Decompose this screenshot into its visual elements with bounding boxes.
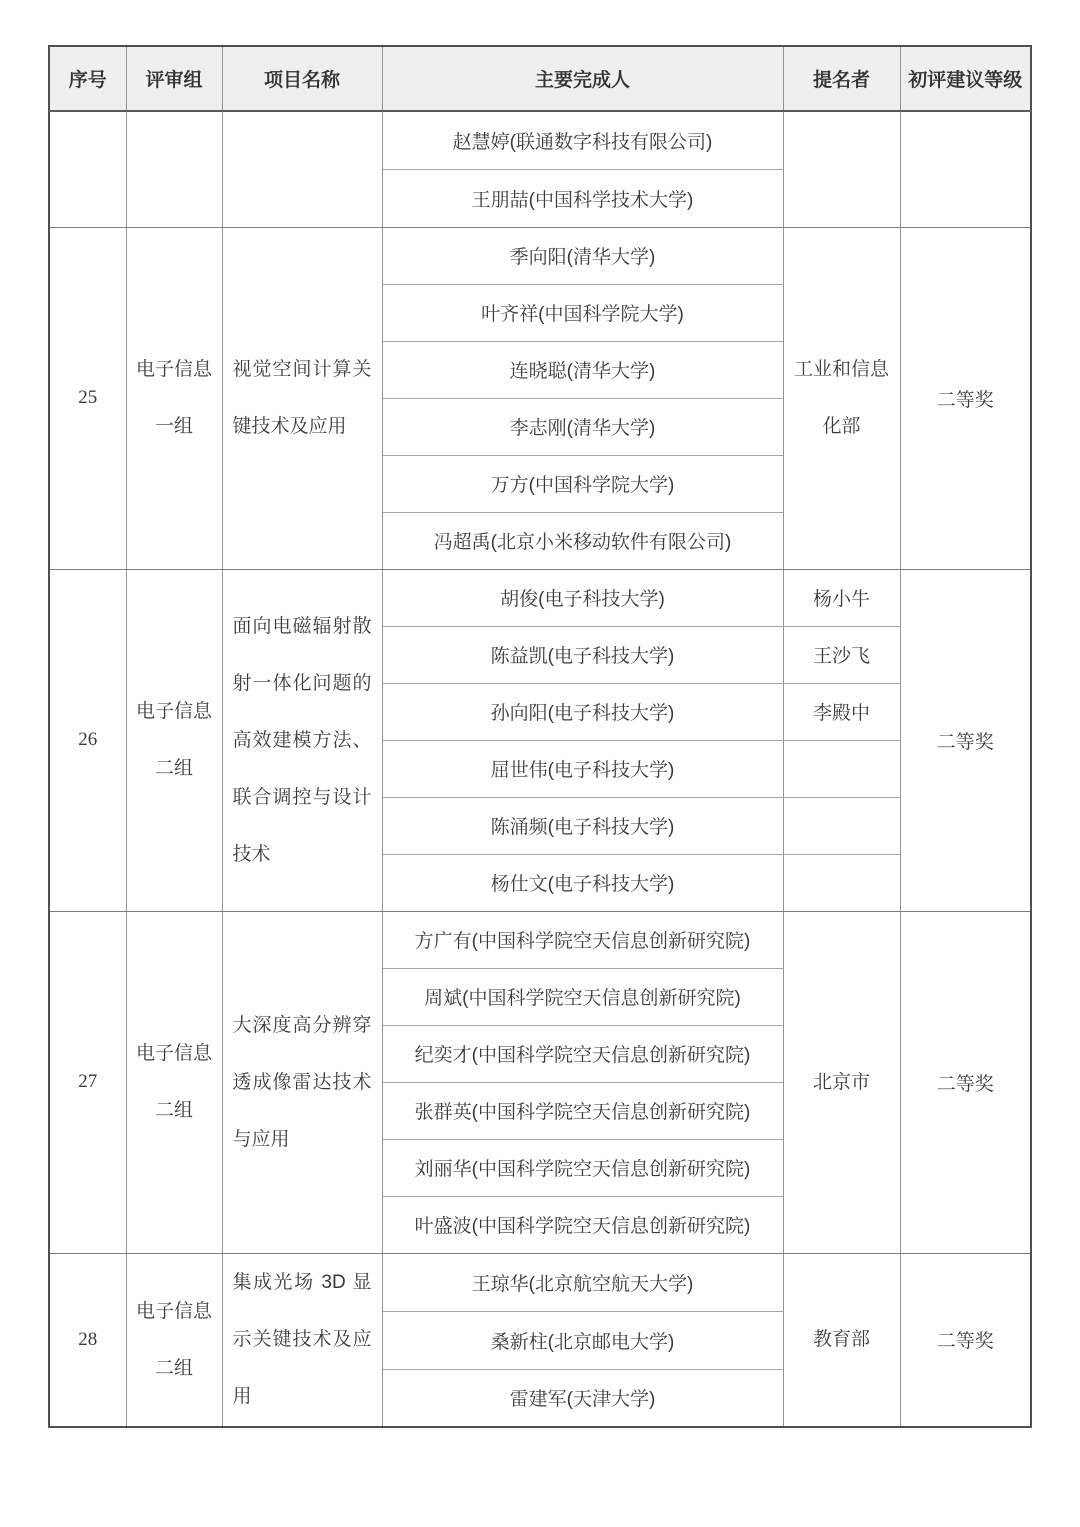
nominator-cell — [783, 740, 900, 797]
nominator-cell — [783, 111, 900, 227]
header-cell-nominator: 提名者 — [783, 46, 900, 111]
contributor-cell: 雷建军(天津大学) — [382, 1369, 783, 1427]
contributor-cell: 周斌(中国科学院空天信息创新研究院) — [382, 968, 783, 1025]
contributor-cell: 胡俊(电子科技大学) — [382, 569, 783, 626]
review-group-line: 一组 — [154, 416, 193, 437]
header-cell-project: 项目名称 — [222, 46, 382, 111]
contributor-cell: 冯超禹(北京小米移动软件有限公司) — [382, 512, 783, 569]
contributor-cell: 陈益凯(电子科技大学) — [382, 626, 783, 683]
contributor-cell: 万方(中国科学院大学) — [382, 455, 783, 512]
review-group-cell — [126, 911, 222, 1253]
nominator-cell: 王沙飞 — [783, 626, 900, 683]
review-group-line: 电子信息 — [135, 701, 212, 722]
review-group-line: 电子信息 — [135, 359, 212, 380]
seq-cell: 26 — [49, 569, 126, 911]
header-cell-grade: 初评建议等级 — [900, 46, 1031, 111]
contributor-cell: 季向阳(清华大学) — [382, 227, 783, 284]
review-group-cell — [126, 111, 222, 227]
table-row — [49, 1253, 1031, 1311]
review-group-line: 二组 — [154, 758, 193, 779]
seq-cell — [49, 111, 126, 227]
review-group-line: 二组 — [154, 1357, 193, 1379]
grade-cell: 二等奖 — [900, 911, 1031, 1253]
project-cell: 面向电磁辐射散射一体化问题的高效建模方法、联合调控与设计技术 — [222, 569, 382, 911]
header-cell-contributors: 主要完成人 — [382, 46, 783, 111]
nominator-cell: 李殿中 — [783, 683, 900, 740]
table-row — [49, 911, 1031, 968]
contributor-cell: 叶盛波(中国科学院空天信息创新研究院) — [382, 1196, 783, 1253]
contributor-cell: 纪奕才(中国科学院空天信息创新研究院) — [382, 1025, 783, 1082]
contributor-cell: 王朋喆(中国科学技术大学) — [382, 169, 783, 227]
project-cell: 大深度高分辨穿透成像雷达技术与应用 — [222, 911, 382, 1253]
nominator-cell: 北京市 — [783, 911, 900, 1253]
grade-cell: 二等奖 — [900, 227, 1031, 569]
awards-table — [48, 45, 1032, 1428]
project-cell: 集成光场 3D 显示关键技术及应用 — [222, 1253, 382, 1427]
nominator-cell — [783, 854, 900, 911]
contributor-cell: 王琼华(北京航空航天大学) — [382, 1253, 783, 1311]
contributor-cell: 孙向阳(电子科技大学) — [382, 683, 783, 740]
seq-cell: 28 — [49, 1253, 126, 1427]
seq-cell: 27 — [49, 911, 126, 1253]
table-row — [49, 111, 1031, 169]
contributor-cell: 张群英(中国科学院空天信息创新研究院) — [382, 1082, 783, 1139]
project-cell: 视觉空间计算关键技术及应用 — [222, 227, 382, 569]
contributor-cell: 赵慧婷(联通数字科技有限公司) — [382, 111, 783, 169]
contributor-cell: 叶齐祥(中国科学院大学) — [382, 284, 783, 341]
header-cell-review-group: 评审组 — [126, 46, 222, 111]
nominator-cell: 杨小牛 — [783, 569, 900, 626]
nominator-cell: 教育部 — [783, 1253, 900, 1427]
grade-cell: 二等奖 — [900, 569, 1031, 911]
contributor-cell: 方广有(中国科学院空天信息创新研究院) — [382, 911, 783, 968]
grade-cell — [900, 111, 1031, 227]
contributor-cell: 李志刚(清华大学) — [382, 398, 783, 455]
contributor-cell: 连晓聪(清华大学) — [382, 341, 783, 398]
seq-cell: 25 — [49, 227, 126, 569]
project-cell — [222, 111, 382, 227]
table-row — [49, 227, 1031, 284]
contributor-cell: 陈涌频(电子科技大学) — [382, 797, 783, 854]
review-group-cell — [126, 1253, 222, 1427]
review-group-line: 电子信息 — [135, 1300, 212, 1322]
nominator-cell: 工业和信息化部 — [783, 227, 900, 569]
review-group-line: 电子信息 — [135, 1043, 212, 1064]
review-group-line: 二组 — [154, 1100, 193, 1121]
header-cell-seq: 序号 — [49, 46, 126, 111]
contributor-cell: 屈世伟(电子科技大学) — [382, 740, 783, 797]
contributor-cell: 杨仕文(电子科技大学) — [382, 854, 783, 911]
review-group-cell — [126, 569, 222, 911]
nominator-cell — [783, 797, 900, 854]
grade-cell: 二等奖 — [900, 1253, 1031, 1427]
table-row — [49, 569, 1031, 626]
contributor-cell: 刘丽华(中国科学院空天信息创新研究院) — [382, 1139, 783, 1196]
review-group-cell — [126, 227, 222, 569]
contributor-cell: 桑新柱(北京邮电大学) — [382, 1311, 783, 1369]
header-row — [49, 46, 1031, 111]
